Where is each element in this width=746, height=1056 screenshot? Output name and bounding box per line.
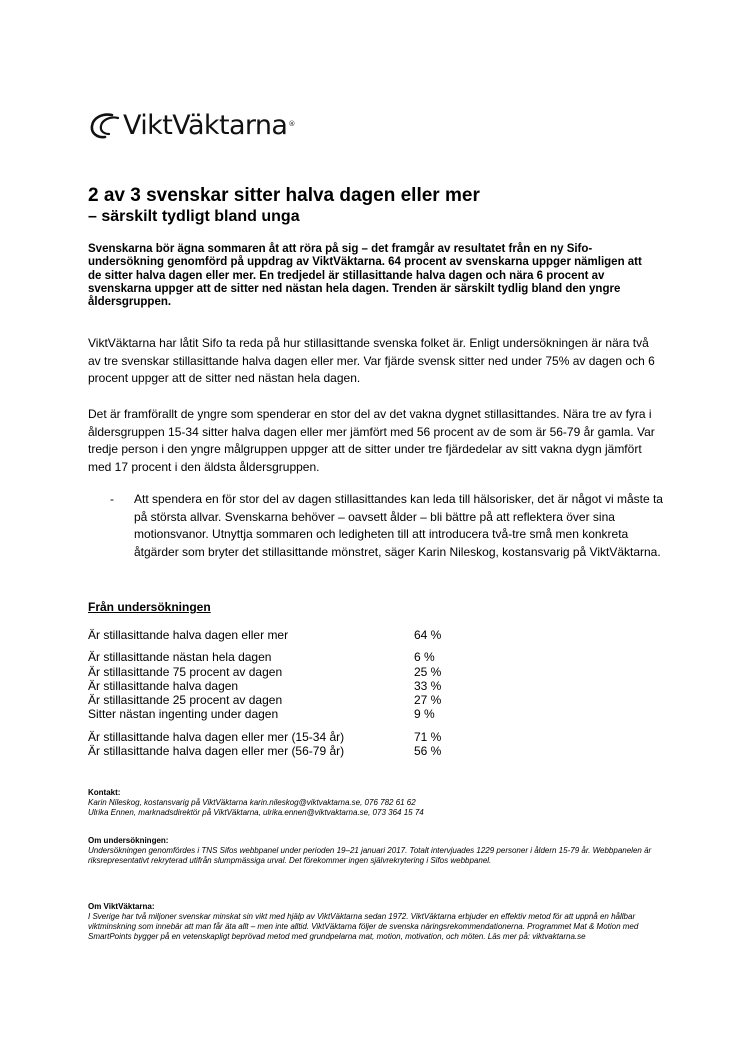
stat-value: 6 % — [414, 650, 435, 665]
contact-line: Ulrika Ennen, marknadsdirektör på ViktVäktarna, ulrika.ennen@viktvaktarna.se, 073 364 15 74 — [88, 808, 424, 817]
stat-row — [88, 650, 488, 664]
subheadline: – särskilt tydligt bland unga — [88, 208, 300, 225]
stat-label: Är stillasittande halva dagen eller mer — [88, 628, 289, 642]
stat-value: 56 % — [414, 744, 442, 759]
stat-label: Är stillasittande halva dagen eller mer (15-34 år) — [88, 729, 345, 744]
about-viktvaktarna-block — [88, 902, 658, 942]
headline: 2 av 3 svenskar sitter halva dagen eller mer — [88, 185, 480, 206]
survey-results — [88, 628, 488, 758]
lead-paragraph: Svenskarna bör ägna sommaren åt att röra på sig – det framgår av resultatet från en ny Sifo-undersökning genomförd på uppdrag av ViktVäktarna. 64 procent av svenskarna uppger nämligen att de sitter halva dagen eller mer. En tredjedel är stillasittande halva dagen och nära 6 procent av svenskarna uppger att de sitter ned nästan hela dagen. Trenden är särskilt tydlig bland den yngre åldersgruppen. — [88, 243, 642, 309]
stat-label: Är stillasittande nästan hela dagen — [88, 650, 272, 665]
contact-line: Karin Nileskog, kostansvarig på ViktVäktarna karin.nileskog@viktvaktarna.se, 076 782 61 62 — [88, 798, 416, 807]
body-paragraph: ViktVäktarna har låtit Sifo ta reda på hur stillasittande svenska folket är. Enligt undersökningen är nära två av tre svenskar stillasittande halva dagen eller mer. Var fjärde svensk sitter ned under 75% av dagen och 6 procent uppger att de sitter ned nästan hela dagen. — [88, 336, 655, 386]
stat-label: Sitter nästan ingenting under dagen — [88, 707, 279, 722]
logo-swirl-icon — [88, 111, 122, 141]
about-survey-block — [88, 836, 658, 866]
stat-row — [88, 744, 488, 758]
stat-label: Är stillasittande 25 procent av dagen — [88, 693, 283, 708]
stat-value: 64 % — [414, 628, 442, 642]
stat-value: 9 % — [414, 707, 435, 722]
stat-row — [88, 665, 488, 679]
stat-value: 33 % — [414, 678, 442, 693]
survey-title: Från undersökningen — [88, 600, 211, 614]
quote-dash: - — [110, 492, 114, 506]
spacer — [88, 722, 488, 730]
about-viktvaktarna-text: I Sverige har två miljoner svenskar minskat sin vikt med hjälp av ViktVäktarna sedan 1972. ViktVäktarna erbjuder en effektiv metod för att uppnå en hållbar viktminskning som innebär att man får äta allt – men inte alltid. ViktVäktarna följer de svenska näringsrekommendationerna. Programmet Mat & Motion med SmartPoints bygger på en vetenskapligt beprövad metod med grundpelarna mat, motion, motivation, och möten. Läs mer på: viktvaktarna.se — [88, 912, 639, 941]
about-survey-text: Undersökningen genomfördes i TNS Sifos webbpanel under perioden 19–21 januari 2017. Totalt intervjuades 1229 personer i åldern 15-79 år. Webbpanelen är riksrepresentativt rekryterad utifrån slumpmässiga urval. Det förekommer ingen självrekrytering i Sifos webbpanel. — [88, 846, 652, 865]
stat-value: 25 % — [414, 664, 442, 679]
contact-block — [88, 788, 658, 818]
about-viktvaktarna-title: Om ViktVäktarna: — [88, 902, 155, 911]
stat-value: 71 % — [414, 729, 442, 744]
stat-row — [88, 707, 488, 721]
quote-text: Att spendera en för stor del av dagen stillasittandes kan leda till hälsorisker, det är något vi måste ta på största allvar. Svenskarna behöver – oavsett ålder – bli bättre på att reflektera över sina motionsvanor. Utnyttja sommaren och ledigheten till att introducera två-tre små men konkreta åtgärder som bryter det stillasittande mönstret, säger Karin Nileskog, kostansvarig på ViktVäktarna. — [134, 492, 663, 560]
stat-label: Är stillasittande halva dagen — [88, 678, 239, 693]
stat-row — [88, 628, 488, 642]
stat-value: 27 % — [414, 693, 442, 708]
stat-row — [88, 693, 488, 707]
stat-row — [88, 730, 488, 744]
logo-wordmark: ViktVäktarna® — [123, 110, 295, 141]
contact-title: Kontakt: — [88, 788, 121, 797]
quote-block — [110, 491, 670, 562]
body-paragraph: Det är framförallt de yngre som spenderar en stor del av det vakna dygnet stillasittandes. Nära tre av fyra i åldersgruppen 15-34 sitter halva dagen eller mer jämfört med 56 procent av de som är 56-79 år gamla. Var tredje person i den yngre målgruppen uppger att de sitter under tre fjärdedelar av sitt vakna dygn jämfört med 17 procent i den äldsta åldersgruppen. — [88, 407, 655, 475]
spacer — [88, 642, 488, 650]
viktvaktarna-logo — [88, 101, 295, 141]
stat-row — [88, 679, 488, 693]
about-survey-title: Om undersökningen: — [88, 836, 169, 845]
stat-label: Är stillasittande halva dagen eller mer (56-79 år) — [88, 744, 345, 759]
stat-label: Är stillasittande 75 procent av dagen — [88, 664, 283, 679]
